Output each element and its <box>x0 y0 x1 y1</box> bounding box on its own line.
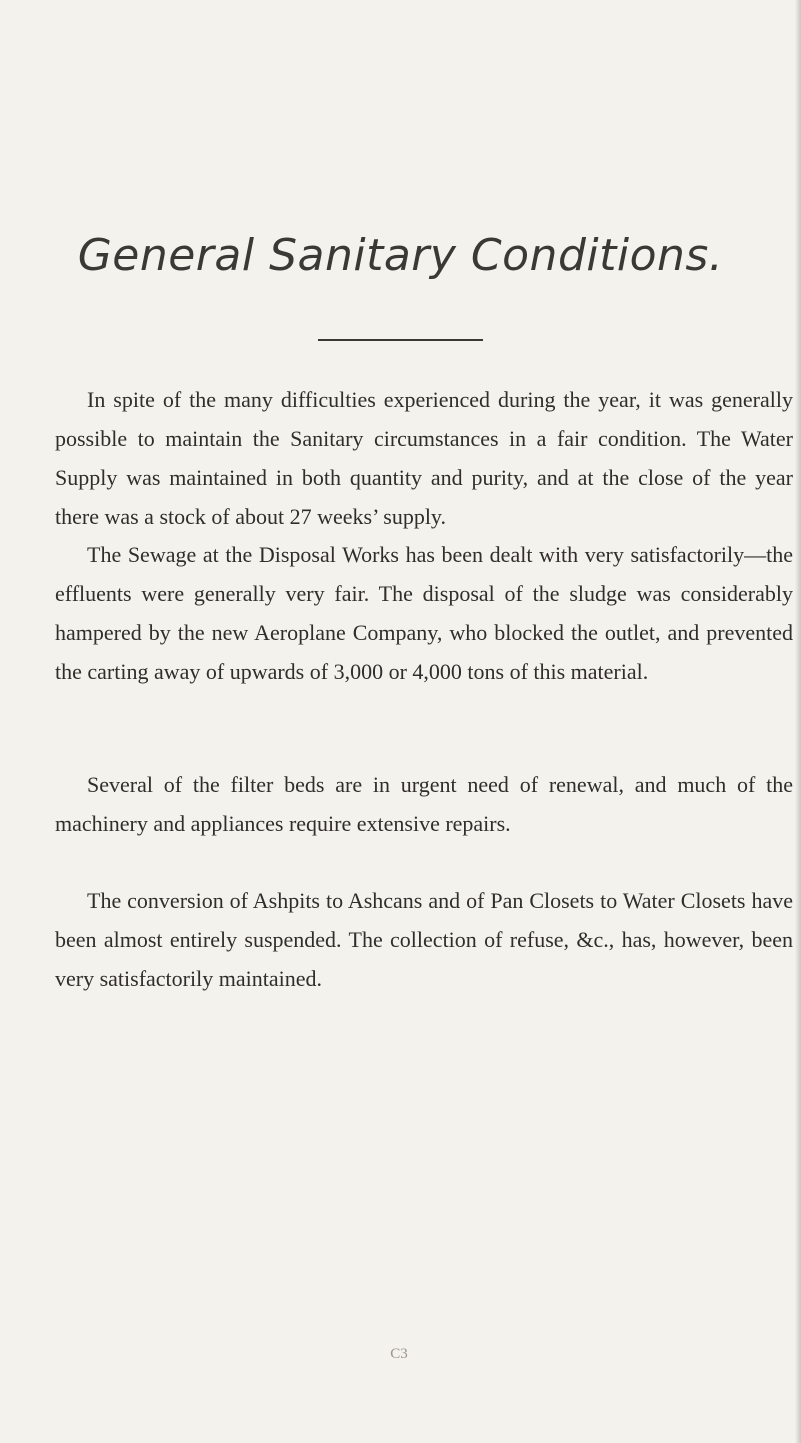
paragraph-text: The conversion of Ashpits to Ashcans and of Pan Closets to Water Closets have been almost entirely suspended. The collection of refuse, &c., has, however, been very satisfactorily maintained. <box>55 888 793 991</box>
paragraph-water-supply <box>55 380 793 536</box>
paragraph-ashpits <box>55 881 793 998</box>
page-number: C3 <box>390 1346 408 1362</box>
page-edge-shadow <box>795 0 801 1443</box>
paragraph-sewage <box>55 535 793 691</box>
paragraph-filter-beds <box>55 765 793 843</box>
title-divider <box>318 339 483 341</box>
paragraph-text: Several of the filter beds are in urgent need of renewal, and much of the machinery and appliances require extensive repairs. <box>55 772 793 836</box>
page-title: General Sanitary Conditions. <box>77 230 724 281</box>
paragraph-text: The Sewage at the Disposal Works has been dealt with very satisfactorily—the effluents were generally very fair. The disposal of the sludge was considerably hampered by the new Aeroplane Company, who blocked the outlet, and prevented the carting away of upwards of 3,000 or 4,000 tons of this material. <box>55 542 793 684</box>
paragraph-text: In spite of the many difficulties experienced during the year, it was generally possible to maintain the Sanitary circumstances in a fair condition. The Water Supply was maintained in both quantity and purity, and at the close of the year there was a stock of about 27 weeks’ supply. <box>55 387 793 529</box>
